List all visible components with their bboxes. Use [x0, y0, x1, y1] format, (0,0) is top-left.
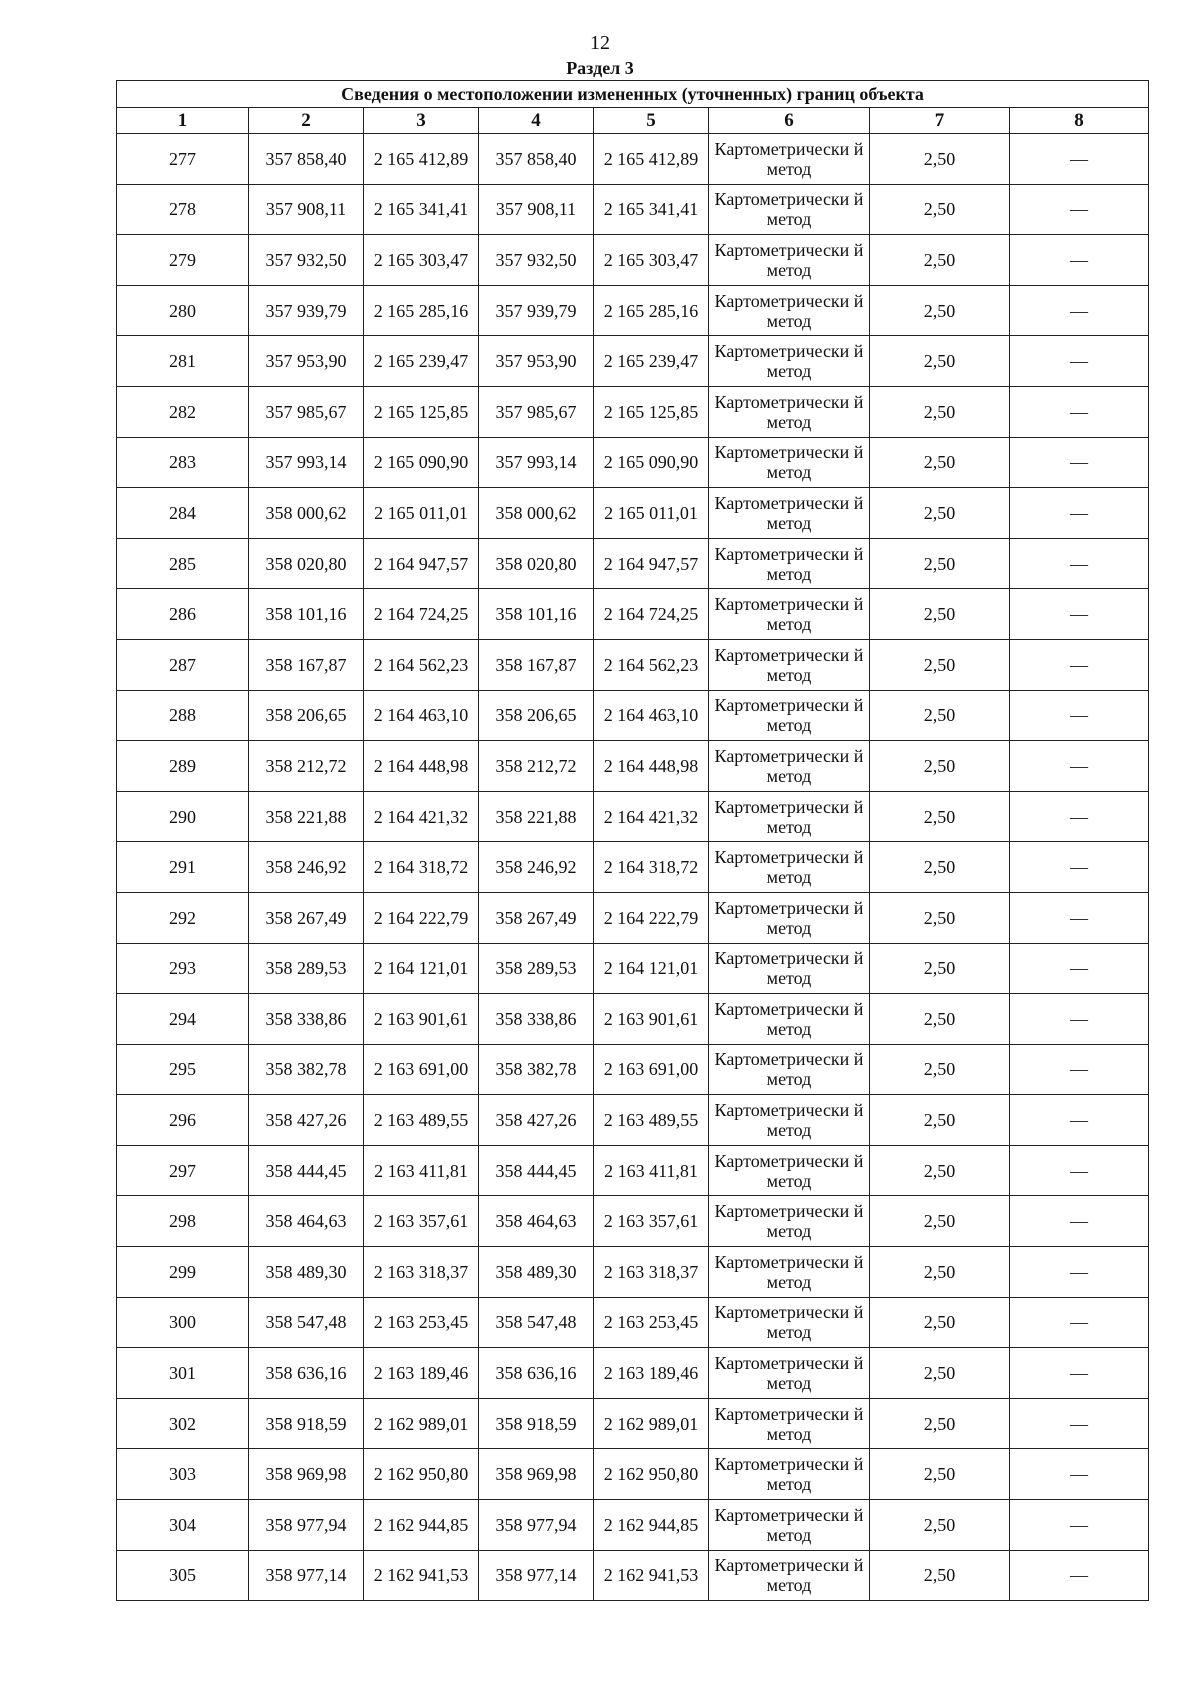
x-coordinate-new-cell: 358 489,30 [479, 1247, 594, 1298]
accuracy-value-cell: 2,50 [870, 892, 1010, 943]
point-number-cell: 303 [117, 1449, 249, 1500]
y-coordinate-old-cell: 2 163 691,00 [364, 1044, 479, 1095]
x-coordinate-new-cell: 357 858,40 [479, 134, 594, 185]
y-coordinate-old-cell: 2 162 941,53 [364, 1550, 479, 1601]
y-coordinate-old-cell: 2 164 421,32 [364, 791, 479, 842]
determination-method-cell: Картометрически й метод [709, 1145, 870, 1196]
description-dash-cell: — [1010, 538, 1149, 589]
determination-method-cell: Картометрически й метод [709, 134, 870, 185]
table-body [117, 134, 1149, 1601]
x-coordinate-old-cell: 357 985,67 [249, 386, 364, 437]
y-coordinate-new-cell: 2 162 989,01 [594, 1398, 709, 1449]
x-coordinate-old-cell: 358 212,72 [249, 741, 364, 792]
x-coordinate-old-cell: 358 167,87 [249, 639, 364, 690]
table-row [117, 134, 1149, 185]
y-coordinate-old-cell: 2 165 125,85 [364, 386, 479, 437]
x-coordinate-new-cell: 358 636,16 [479, 1348, 594, 1399]
accuracy-value-cell: 2,50 [870, 538, 1010, 589]
determination-method-cell: Картометрически й метод [709, 892, 870, 943]
accuracy-value-cell: 2,50 [870, 386, 1010, 437]
description-dash-cell: — [1010, 1095, 1149, 1146]
accuracy-value-cell: 2,50 [870, 1196, 1010, 1247]
determination-method-cell: Картометрически й метод [709, 1398, 870, 1449]
description-dash-cell: — [1010, 1398, 1149, 1449]
description-dash-cell: — [1010, 1044, 1149, 1095]
determination-method-cell: Картометрически й метод [709, 235, 870, 286]
table-row [117, 285, 1149, 336]
y-coordinate-new-cell: 2 164 121,01 [594, 943, 709, 994]
column-number-5: 5 [594, 108, 709, 134]
point-number-cell: 297 [117, 1145, 249, 1196]
table-row [117, 741, 1149, 792]
table-row [117, 690, 1149, 741]
determination-method-cell: Картометрически й метод [709, 943, 870, 994]
description-dash-cell: — [1010, 1145, 1149, 1196]
x-coordinate-new-cell: 358 338,86 [479, 994, 594, 1045]
y-coordinate-old-cell: 2 164 448,98 [364, 741, 479, 792]
accuracy-value-cell: 2,50 [870, 1145, 1010, 1196]
x-coordinate-old-cell: 358 489,30 [249, 1247, 364, 1298]
description-dash-cell: — [1010, 1348, 1149, 1399]
determination-method-cell: Картометрически й метод [709, 1449, 870, 1500]
table-row [117, 538, 1149, 589]
accuracy-value-cell: 2,50 [870, 741, 1010, 792]
point-number-cell: 300 [117, 1297, 249, 1348]
table-row [117, 488, 1149, 539]
y-coordinate-old-cell: 2 164 121,01 [364, 943, 479, 994]
y-coordinate-new-cell: 2 164 222,79 [594, 892, 709, 943]
x-coordinate-old-cell: 358 020,80 [249, 538, 364, 589]
y-coordinate-old-cell: 2 165 285,16 [364, 285, 479, 336]
column-number-2: 2 [249, 108, 364, 134]
description-dash-cell: — [1010, 1196, 1149, 1247]
table-caption: Сведения о местоположении измененных (уточненных) границ объекта [117, 81, 1149, 108]
y-coordinate-new-cell: 2 165 011,01 [594, 488, 709, 539]
accuracy-value-cell: 2,50 [870, 1398, 1010, 1449]
y-coordinate-new-cell: 2 164 562,23 [594, 639, 709, 690]
x-coordinate-old-cell: 357 993,14 [249, 437, 364, 488]
point-number-cell: 292 [117, 892, 249, 943]
y-coordinate-new-cell: 2 163 253,45 [594, 1297, 709, 1348]
point-number-cell: 287 [117, 639, 249, 690]
table-row [117, 1348, 1149, 1399]
determination-method-cell: Картометрически й метод [709, 842, 870, 893]
determination-method-cell: Картометрически й метод [709, 639, 870, 690]
accuracy-value-cell: 2,50 [870, 1550, 1010, 1601]
table-row [117, 943, 1149, 994]
table-row [117, 589, 1149, 640]
x-coordinate-new-cell: 358 212,72 [479, 741, 594, 792]
determination-method-cell: Картометрически й метод [709, 1095, 870, 1146]
y-coordinate-old-cell: 2 164 318,72 [364, 842, 479, 893]
accuracy-value-cell: 2,50 [870, 488, 1010, 539]
x-coordinate-new-cell: 358 464,63 [479, 1196, 594, 1247]
description-dash-cell: — [1010, 1500, 1149, 1551]
determination-method-cell: Картометрически й метод [709, 285, 870, 336]
description-dash-cell: — [1010, 690, 1149, 741]
accuracy-value-cell: 2,50 [870, 134, 1010, 185]
x-coordinate-old-cell: 358 427,26 [249, 1095, 364, 1146]
y-coordinate-new-cell: 2 163 489,55 [594, 1095, 709, 1146]
description-dash-cell: — [1010, 235, 1149, 286]
x-coordinate-new-cell: 358 167,87 [479, 639, 594, 690]
y-coordinate-old-cell: 2 164 947,57 [364, 538, 479, 589]
boundary-coordinates-table [116, 80, 1149, 1601]
y-coordinate-old-cell: 2 165 303,47 [364, 235, 479, 286]
point-number-cell: 284 [117, 488, 249, 539]
x-coordinate-old-cell: 358 221,88 [249, 791, 364, 842]
table-row [117, 1145, 1149, 1196]
y-coordinate-old-cell: 2 164 562,23 [364, 639, 479, 690]
table-row [117, 994, 1149, 1045]
point-number-cell: 290 [117, 791, 249, 842]
x-coordinate-new-cell: 357 985,67 [479, 386, 594, 437]
point-number-cell: 289 [117, 741, 249, 792]
y-coordinate-old-cell: 2 165 011,01 [364, 488, 479, 539]
accuracy-value-cell: 2,50 [870, 1044, 1010, 1095]
accuracy-value-cell: 2,50 [870, 589, 1010, 640]
table-row [117, 1449, 1149, 1500]
y-coordinate-old-cell: 2 164 222,79 [364, 892, 479, 943]
y-coordinate-new-cell: 2 162 944,85 [594, 1500, 709, 1551]
y-coordinate-new-cell: 2 165 303,47 [594, 235, 709, 286]
determination-method-cell: Картометрически й метод [709, 1044, 870, 1095]
description-dash-cell: — [1010, 1550, 1149, 1601]
accuracy-value-cell: 2,50 [870, 842, 1010, 893]
accuracy-value-cell: 2,50 [870, 1247, 1010, 1298]
description-dash-cell: — [1010, 336, 1149, 387]
x-coordinate-old-cell: 358 382,78 [249, 1044, 364, 1095]
y-coordinate-new-cell: 2 164 448,98 [594, 741, 709, 792]
y-coordinate-old-cell: 2 164 463,10 [364, 690, 479, 741]
y-coordinate-new-cell: 2 164 318,72 [594, 842, 709, 893]
x-coordinate-new-cell: 358 918,59 [479, 1398, 594, 1449]
description-dash-cell: — [1010, 184, 1149, 235]
accuracy-value-cell: 2,50 [870, 943, 1010, 994]
description-dash-cell: — [1010, 842, 1149, 893]
x-coordinate-new-cell: 358 267,49 [479, 892, 594, 943]
description-dash-cell: — [1010, 488, 1149, 539]
x-coordinate-old-cell: 357 908,11 [249, 184, 364, 235]
accuracy-value-cell: 2,50 [870, 437, 1010, 488]
y-coordinate-new-cell: 2 164 463,10 [594, 690, 709, 741]
x-coordinate-old-cell: 358 969,98 [249, 1449, 364, 1500]
accuracy-value-cell: 2,50 [870, 235, 1010, 286]
determination-method-cell: Картометрически й метод [709, 184, 870, 235]
x-coordinate-old-cell: 358 547,48 [249, 1297, 364, 1348]
description-dash-cell: — [1010, 1449, 1149, 1500]
table-row [117, 1044, 1149, 1095]
x-coordinate-old-cell: 357 932,50 [249, 235, 364, 286]
y-coordinate-new-cell: 2 165 285,16 [594, 285, 709, 336]
y-coordinate-new-cell: 2 163 901,61 [594, 994, 709, 1045]
determination-method-cell: Картометрически й метод [709, 1297, 870, 1348]
x-coordinate-new-cell: 357 993,14 [479, 437, 594, 488]
point-number-cell: 283 [117, 437, 249, 488]
table-row [117, 1500, 1149, 1551]
table-row [117, 639, 1149, 690]
description-dash-cell: — [1010, 791, 1149, 842]
x-coordinate-new-cell: 358 020,80 [479, 538, 594, 589]
determination-method-cell: Картометрически й метод [709, 1247, 870, 1298]
description-dash-cell: — [1010, 741, 1149, 792]
point-number-cell: 279 [117, 235, 249, 286]
x-coordinate-new-cell: 358 547,48 [479, 1297, 594, 1348]
table-row [117, 1550, 1149, 1601]
column-number-7: 7 [870, 108, 1010, 134]
column-number-3: 3 [364, 108, 479, 134]
point-number-cell: 278 [117, 184, 249, 235]
accuracy-value-cell: 2,50 [870, 285, 1010, 336]
x-coordinate-old-cell: 358 289,53 [249, 943, 364, 994]
point-number-cell: 291 [117, 842, 249, 893]
table-row [117, 892, 1149, 943]
point-number-cell: 299 [117, 1247, 249, 1298]
table-row [117, 1247, 1149, 1298]
y-coordinate-old-cell: 2 165 341,41 [364, 184, 479, 235]
y-coordinate-new-cell: 2 163 357,61 [594, 1196, 709, 1247]
page-number: 12 [590, 32, 610, 54]
description-dash-cell: — [1010, 437, 1149, 488]
point-number-cell: 298 [117, 1196, 249, 1247]
y-coordinate-old-cell: 2 165 412,89 [364, 134, 479, 185]
determination-method-cell: Картометрически й метод [709, 1500, 870, 1551]
point-number-cell: 293 [117, 943, 249, 994]
y-coordinate-old-cell: 2 162 950,80 [364, 1449, 479, 1500]
x-coordinate-old-cell: 358 464,63 [249, 1196, 364, 1247]
x-coordinate-new-cell: 358 221,88 [479, 791, 594, 842]
description-dash-cell: — [1010, 1247, 1149, 1298]
point-number-cell: 280 [117, 285, 249, 336]
description-dash-cell: — [1010, 285, 1149, 336]
x-coordinate-new-cell: 358 427,26 [479, 1095, 594, 1146]
y-coordinate-old-cell: 2 163 489,55 [364, 1095, 479, 1146]
column-number-6: 6 [709, 108, 870, 134]
y-coordinate-new-cell: 2 163 189,46 [594, 1348, 709, 1399]
y-coordinate-new-cell: 2 165 412,89 [594, 134, 709, 185]
x-coordinate-new-cell: 358 246,92 [479, 842, 594, 893]
accuracy-value-cell: 2,50 [870, 1348, 1010, 1399]
y-coordinate-new-cell: 2 163 411,81 [594, 1145, 709, 1196]
y-coordinate-old-cell: 2 163 357,61 [364, 1196, 479, 1247]
determination-method-cell: Картометрически й метод [709, 1196, 870, 1247]
description-dash-cell: — [1010, 134, 1149, 185]
point-number-cell: 288 [117, 690, 249, 741]
y-coordinate-old-cell: 2 163 318,37 [364, 1247, 479, 1298]
x-coordinate-new-cell: 357 953,90 [479, 336, 594, 387]
section-title: Раздел 3 [566, 58, 634, 78]
y-coordinate-old-cell: 2 165 090,90 [364, 437, 479, 488]
y-coordinate-new-cell: 2 163 691,00 [594, 1044, 709, 1095]
table-row [117, 1196, 1149, 1247]
x-coordinate-old-cell: 358 000,62 [249, 488, 364, 539]
y-coordinate-old-cell: 2 163 411,81 [364, 1145, 479, 1196]
x-coordinate-old-cell: 358 918,59 [249, 1398, 364, 1449]
point-number-cell: 286 [117, 589, 249, 640]
y-coordinate-new-cell: 2 163 318,37 [594, 1247, 709, 1298]
determination-method-cell: Картометрически й метод [709, 437, 870, 488]
description-dash-cell: — [1010, 994, 1149, 1045]
table-row [117, 184, 1149, 235]
x-coordinate-old-cell: 357 939,79 [249, 285, 364, 336]
determination-method-cell: Картометрически й метод [709, 538, 870, 589]
y-coordinate-new-cell: 2 165 341,41 [594, 184, 709, 235]
table-row [117, 1398, 1149, 1449]
y-coordinate-new-cell: 2 164 947,57 [594, 538, 709, 589]
y-coordinate-new-cell: 2 164 421,32 [594, 791, 709, 842]
y-coordinate-new-cell: 2 162 941,53 [594, 1550, 709, 1601]
x-coordinate-old-cell: 358 977,14 [249, 1550, 364, 1601]
accuracy-value-cell: 2,50 [870, 336, 1010, 387]
determination-method-cell: Картометрически й метод [709, 791, 870, 842]
column-number-row [117, 108, 1149, 134]
table-row [117, 1095, 1149, 1146]
determination-method-cell: Картометрически й метод [709, 589, 870, 640]
determination-method-cell: Картометрически й метод [709, 1348, 870, 1399]
description-dash-cell: — [1010, 589, 1149, 640]
determination-method-cell: Картометрически й метод [709, 690, 870, 741]
column-number-1: 1 [117, 108, 249, 134]
description-dash-cell: — [1010, 386, 1149, 437]
point-number-cell: 302 [117, 1398, 249, 1449]
point-number-cell: 285 [117, 538, 249, 589]
determination-method-cell: Картометрически й метод [709, 994, 870, 1045]
point-number-cell: 277 [117, 134, 249, 185]
determination-method-cell: Картометрически й метод [709, 386, 870, 437]
point-number-cell: 296 [117, 1095, 249, 1146]
x-coordinate-old-cell: 357 858,40 [249, 134, 364, 185]
x-coordinate-new-cell: 357 939,79 [479, 285, 594, 336]
table-row [117, 842, 1149, 893]
y-coordinate-old-cell: 2 164 724,25 [364, 589, 479, 640]
x-coordinate-new-cell: 358 444,45 [479, 1145, 594, 1196]
x-coordinate-new-cell: 358 101,16 [479, 589, 594, 640]
y-coordinate-new-cell: 2 165 090,90 [594, 437, 709, 488]
point-number-cell: 281 [117, 336, 249, 387]
accuracy-value-cell: 2,50 [870, 639, 1010, 690]
y-coordinate-old-cell: 2 163 253,45 [364, 1297, 479, 1348]
x-coordinate-old-cell: 358 977,94 [249, 1500, 364, 1551]
x-coordinate-new-cell: 358 382,78 [479, 1044, 594, 1095]
y-coordinate-new-cell: 2 165 125,85 [594, 386, 709, 437]
accuracy-value-cell: 2,50 [870, 994, 1010, 1045]
accuracy-value-cell: 2,50 [870, 690, 1010, 741]
table-row [117, 235, 1149, 286]
point-number-cell: 301 [117, 1348, 249, 1399]
x-coordinate-old-cell: 358 101,16 [249, 589, 364, 640]
table-row [117, 336, 1149, 387]
point-number-cell: 294 [117, 994, 249, 1045]
y-coordinate-old-cell: 2 162 944,85 [364, 1500, 479, 1551]
y-coordinate-old-cell: 2 165 239,47 [364, 336, 479, 387]
y-coordinate-new-cell: 2 165 239,47 [594, 336, 709, 387]
x-coordinate-old-cell: 358 636,16 [249, 1348, 364, 1399]
y-coordinate-old-cell: 2 162 989,01 [364, 1398, 479, 1449]
table-row [117, 386, 1149, 437]
description-dash-cell: — [1010, 1297, 1149, 1348]
x-coordinate-new-cell: 358 977,14 [479, 1550, 594, 1601]
x-coordinate-old-cell: 358 267,49 [249, 892, 364, 943]
x-coordinate-new-cell: 358 289,53 [479, 943, 594, 994]
x-coordinate-new-cell: 358 969,98 [479, 1449, 594, 1500]
point-number-cell: 304 [117, 1500, 249, 1551]
x-coordinate-old-cell: 358 338,86 [249, 994, 364, 1045]
point-number-cell: 305 [117, 1550, 249, 1601]
point-number-cell: 282 [117, 386, 249, 437]
x-coordinate-old-cell: 358 444,45 [249, 1145, 364, 1196]
x-coordinate-old-cell: 358 246,92 [249, 842, 364, 893]
accuracy-value-cell: 2,50 [870, 1500, 1010, 1551]
accuracy-value-cell: 2,50 [870, 1095, 1010, 1146]
y-coordinate-old-cell: 2 163 189,46 [364, 1348, 479, 1399]
x-coordinate-new-cell: 357 908,11 [479, 184, 594, 235]
y-coordinate-old-cell: 2 163 901,61 [364, 994, 479, 1045]
x-coordinate-new-cell: 358 000,62 [479, 488, 594, 539]
accuracy-value-cell: 2,50 [870, 184, 1010, 235]
determination-method-cell: Картометрически й метод [709, 1550, 870, 1601]
determination-method-cell: Картометрически й метод [709, 488, 870, 539]
x-coordinate-new-cell: 358 206,65 [479, 690, 594, 741]
x-coordinate-new-cell: 358 977,94 [479, 1500, 594, 1551]
description-dash-cell: — [1010, 639, 1149, 690]
x-coordinate-old-cell: 358 206,65 [249, 690, 364, 741]
determination-method-cell: Картометрически й метод [709, 741, 870, 792]
x-coordinate-old-cell: 357 953,90 [249, 336, 364, 387]
accuracy-value-cell: 2,50 [870, 791, 1010, 842]
description-dash-cell: — [1010, 943, 1149, 994]
column-number-8: 8 [1010, 108, 1149, 134]
table-row [117, 1297, 1149, 1348]
y-coordinate-new-cell: 2 162 950,80 [594, 1449, 709, 1500]
description-dash-cell: — [1010, 892, 1149, 943]
x-coordinate-new-cell: 357 932,50 [479, 235, 594, 286]
table-row [117, 791, 1149, 842]
accuracy-value-cell: 2,50 [870, 1297, 1010, 1348]
column-number-4: 4 [479, 108, 594, 134]
point-number-cell: 295 [117, 1044, 249, 1095]
accuracy-value-cell: 2,50 [870, 1449, 1010, 1500]
y-coordinate-new-cell: 2 164 724,25 [594, 589, 709, 640]
determination-method-cell: Картометрически й метод [709, 336, 870, 387]
table-row [117, 437, 1149, 488]
